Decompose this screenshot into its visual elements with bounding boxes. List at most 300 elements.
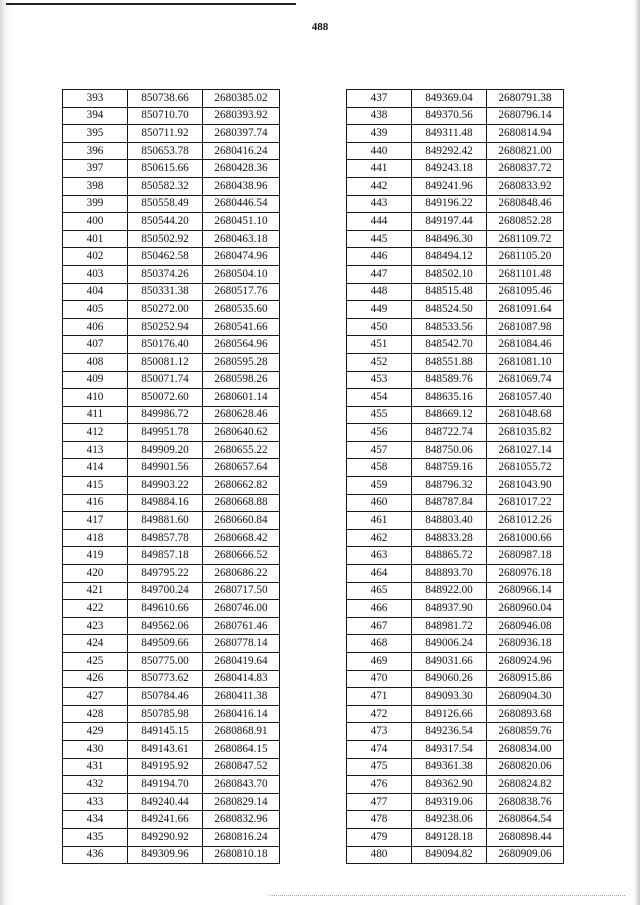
x-coordinate-cell: 850653.78	[128, 142, 203, 160]
x-coordinate-cell: 850462.58	[128, 248, 203, 266]
x-coordinate-cell: 849194.70	[128, 776, 203, 794]
y-coordinate-cell: 2681043.90	[487, 477, 564, 495]
point-number-cell: 422	[63, 600, 128, 618]
x-coordinate-cell: 848551.88	[412, 353, 487, 371]
point-number-cell: 430	[63, 740, 128, 758]
point-number-cell: 434	[63, 811, 128, 829]
table-row	[63, 776, 280, 794]
x-coordinate-cell: 849126.66	[412, 705, 487, 723]
table-row	[63, 723, 280, 741]
y-coordinate-cell: 2681035.82	[487, 424, 564, 442]
y-coordinate-cell: 2680535.60	[203, 301, 280, 319]
table-row	[63, 512, 280, 530]
point-number-cell: 416	[63, 494, 128, 512]
point-number-cell: 452	[347, 353, 412, 371]
y-coordinate-cell: 2680419.64	[203, 653, 280, 671]
point-number-cell: 459	[347, 477, 412, 495]
point-number-cell: 402	[63, 248, 128, 266]
point-number-cell: 435	[63, 828, 128, 846]
y-coordinate-cell: 2680821.00	[487, 142, 564, 160]
x-coordinate-cell: 850785.98	[128, 705, 203, 723]
y-coordinate-cell: 2680837.72	[487, 160, 564, 178]
point-number-cell: 429	[63, 723, 128, 741]
point-number-cell: 433	[63, 793, 128, 811]
x-coordinate-cell: 849241.96	[412, 177, 487, 195]
table-row	[63, 740, 280, 758]
table-row	[63, 336, 280, 354]
table-row	[347, 582, 564, 600]
x-coordinate-cell: 848759.16	[412, 459, 487, 477]
x-coordinate-cell: 849238.06	[412, 811, 487, 829]
point-number-cell: 449	[347, 301, 412, 319]
x-coordinate-cell: 850775.00	[128, 653, 203, 671]
x-coordinate-cell: 848494.12	[412, 248, 487, 266]
y-coordinate-cell: 2680438.96	[203, 177, 280, 195]
table-row	[347, 230, 564, 248]
x-coordinate-cell: 848922.00	[412, 582, 487, 600]
point-number-cell: 453	[347, 371, 412, 389]
y-coordinate-cell: 2681012.26	[487, 512, 564, 530]
y-coordinate-cell: 2681081.10	[487, 353, 564, 371]
x-coordinate-cell: 850773.62	[128, 670, 203, 688]
table-row	[63, 529, 280, 547]
point-number-cell: 475	[347, 758, 412, 776]
x-coordinate-cell: 848796.32	[412, 477, 487, 495]
y-coordinate-cell: 2680960.04	[487, 600, 564, 618]
x-coordinate-cell: 850272.00	[128, 301, 203, 319]
table-row	[63, 142, 280, 160]
y-coordinate-cell: 2680564.96	[203, 336, 280, 354]
table-row	[347, 283, 564, 301]
table-row	[63, 318, 280, 336]
table-row	[63, 653, 280, 671]
y-coordinate-cell: 2680864.54	[487, 811, 564, 829]
table-row	[63, 107, 280, 125]
y-coordinate-cell: 2680761.46	[203, 617, 280, 635]
scan-left-edge	[0, 0, 14, 905]
x-coordinate-cell: 850711.92	[128, 125, 203, 143]
table-row	[63, 441, 280, 459]
y-coordinate-cell: 2680446.54	[203, 195, 280, 213]
x-coordinate-cell: 849243.18	[412, 160, 487, 178]
x-coordinate-cell: 849290.92	[128, 828, 203, 846]
x-coordinate-cell: 848669.12	[412, 406, 487, 424]
point-number-cell: 466	[347, 600, 412, 618]
y-coordinate-cell: 2680946.08	[487, 617, 564, 635]
point-number-cell: 468	[347, 635, 412, 653]
point-number-cell: 405	[63, 301, 128, 319]
x-coordinate-cell: 848635.16	[412, 389, 487, 407]
point-number-cell: 399	[63, 195, 128, 213]
x-coordinate-cell: 849319.06	[412, 793, 487, 811]
table-row	[63, 600, 280, 618]
y-coordinate-cell: 2681105.20	[487, 248, 564, 266]
point-number-cell: 457	[347, 441, 412, 459]
point-number-cell: 450	[347, 318, 412, 336]
table-row	[347, 793, 564, 811]
y-coordinate-cell: 2680628.46	[203, 406, 280, 424]
table-row	[347, 441, 564, 459]
y-coordinate-cell: 2680474.96	[203, 248, 280, 266]
table-row	[63, 670, 280, 688]
x-coordinate-cell: 850176.40	[128, 336, 203, 354]
y-coordinate-cell: 2680640.62	[203, 424, 280, 442]
y-coordinate-cell: 2680814.94	[487, 125, 564, 143]
table-row	[63, 353, 280, 371]
table-row	[63, 758, 280, 776]
table-row	[63, 828, 280, 846]
table-row	[347, 529, 564, 547]
point-number-cell: 447	[347, 265, 412, 283]
table-row	[347, 265, 564, 283]
y-coordinate-cell: 2680662.82	[203, 477, 280, 495]
y-coordinate-cell: 2680847.52	[203, 758, 280, 776]
table-row	[63, 90, 280, 108]
point-number-cell: 428	[63, 705, 128, 723]
x-coordinate-cell: 849909.20	[128, 441, 203, 459]
x-coordinate-cell: 849610.66	[128, 600, 203, 618]
y-coordinate-cell: 2680463.18	[203, 230, 280, 248]
y-coordinate-cell: 2680848.46	[487, 195, 564, 213]
y-coordinate-cell: 2680666.52	[203, 547, 280, 565]
point-number-cell: 461	[347, 512, 412, 530]
point-number-cell: 432	[63, 776, 128, 794]
point-number-cell: 442	[347, 177, 412, 195]
y-coordinate-cell: 2680598.26	[203, 371, 280, 389]
table-row	[347, 635, 564, 653]
x-coordinate-cell: 850544.20	[128, 213, 203, 231]
x-coordinate-cell: 849311.48	[412, 125, 487, 143]
y-coordinate-cell: 2680924.96	[487, 653, 564, 671]
table-row	[347, 723, 564, 741]
y-coordinate-cell: 2680778.14	[203, 635, 280, 653]
table-row	[63, 195, 280, 213]
x-coordinate-cell: 848722.74	[412, 424, 487, 442]
y-coordinate-cell: 2681109.72	[487, 230, 564, 248]
x-coordinate-cell: 849509.66	[128, 635, 203, 653]
table-row	[63, 230, 280, 248]
scan-right-edge	[634, 0, 640, 905]
table-row	[63, 177, 280, 195]
x-coordinate-cell: 848542.70	[412, 336, 487, 354]
x-coordinate-cell: 849857.18	[128, 547, 203, 565]
coordinates-table-right-body	[347, 90, 564, 864]
y-coordinate-cell: 2680504.10	[203, 265, 280, 283]
table-row	[63, 459, 280, 477]
point-number-cell: 439	[347, 125, 412, 143]
y-coordinate-cell: 2680816.24	[203, 828, 280, 846]
x-coordinate-cell: 849195.92	[128, 758, 203, 776]
x-coordinate-cell: 849881.60	[128, 512, 203, 530]
table-row	[347, 846, 564, 864]
y-coordinate-cell: 2680428.36	[203, 160, 280, 178]
point-number-cell: 407	[63, 336, 128, 354]
y-coordinate-cell: 2680909.06	[487, 846, 564, 864]
point-number-cell: 406	[63, 318, 128, 336]
table-row	[347, 195, 564, 213]
y-coordinate-cell: 2681069.74	[487, 371, 564, 389]
point-number-cell: 441	[347, 160, 412, 178]
table-row	[63, 846, 280, 864]
point-number-cell: 477	[347, 793, 412, 811]
y-coordinate-cell: 2680843.70	[203, 776, 280, 794]
point-number-cell: 423	[63, 617, 128, 635]
table-row	[347, 653, 564, 671]
point-number-cell: 471	[347, 688, 412, 706]
table-row	[347, 740, 564, 758]
y-coordinate-cell: 2681048.68	[487, 406, 564, 424]
point-number-cell: 424	[63, 635, 128, 653]
point-number-cell: 460	[347, 494, 412, 512]
point-number-cell: 462	[347, 529, 412, 547]
y-coordinate-cell: 2680451.10	[203, 213, 280, 231]
point-number-cell: 465	[347, 582, 412, 600]
coordinates-table-left-body	[63, 90, 280, 864]
table-row	[63, 160, 280, 178]
scan-bottom-noise	[270, 895, 625, 897]
x-coordinate-cell: 848981.72	[412, 617, 487, 635]
y-coordinate-cell: 2680717.50	[203, 582, 280, 600]
x-coordinate-cell: 849884.16	[128, 494, 203, 512]
point-number-cell: 394	[63, 107, 128, 125]
x-coordinate-cell: 849236.54	[412, 723, 487, 741]
table-row	[63, 477, 280, 495]
x-coordinate-cell: 850081.12	[128, 353, 203, 371]
point-number-cell: 445	[347, 230, 412, 248]
table-row	[347, 828, 564, 846]
x-coordinate-cell: 849903.22	[128, 477, 203, 495]
y-coordinate-cell: 2681017.22	[487, 494, 564, 512]
x-coordinate-cell: 848893.70	[412, 565, 487, 583]
x-coordinate-cell: 849901.56	[128, 459, 203, 477]
table-row	[63, 248, 280, 266]
y-coordinate-cell: 2680868.91	[203, 723, 280, 741]
x-coordinate-cell: 849006.24	[412, 635, 487, 653]
y-coordinate-cell: 2680791.38	[487, 90, 564, 108]
y-coordinate-cell: 2680657.64	[203, 459, 280, 477]
x-coordinate-cell: 850710.70	[128, 107, 203, 125]
table-row	[347, 512, 564, 530]
y-coordinate-cell: 2681091.64	[487, 301, 564, 319]
x-coordinate-cell: 850784.46	[128, 688, 203, 706]
x-coordinate-cell: 850582.32	[128, 177, 203, 195]
point-number-cell: 472	[347, 705, 412, 723]
point-number-cell: 418	[63, 529, 128, 547]
table-row	[347, 811, 564, 829]
x-coordinate-cell: 849370.56	[412, 107, 487, 125]
point-number-cell: 426	[63, 670, 128, 688]
point-number-cell: 467	[347, 617, 412, 635]
point-number-cell: 398	[63, 177, 128, 195]
y-coordinate-cell: 2680838.76	[487, 793, 564, 811]
x-coordinate-cell: 848865.72	[412, 547, 487, 565]
point-number-cell: 458	[347, 459, 412, 477]
y-coordinate-cell: 2680859.76	[487, 723, 564, 741]
x-coordinate-cell: 848515.48	[412, 283, 487, 301]
x-coordinate-cell: 849361.38	[412, 758, 487, 776]
point-number-cell: 431	[63, 758, 128, 776]
y-coordinate-cell: 2680668.42	[203, 529, 280, 547]
y-coordinate-cell: 2680414.83	[203, 670, 280, 688]
x-coordinate-cell: 850252.94	[128, 318, 203, 336]
y-coordinate-cell: 2680976.18	[487, 565, 564, 583]
table-row	[347, 177, 564, 195]
y-coordinate-cell: 2680936.18	[487, 635, 564, 653]
point-number-cell: 427	[63, 688, 128, 706]
y-coordinate-cell: 2680833.92	[487, 177, 564, 195]
table-row	[347, 705, 564, 723]
table-row	[347, 547, 564, 565]
y-coordinate-cell: 2680686.22	[203, 565, 280, 583]
table-row	[63, 371, 280, 389]
y-coordinate-cell: 2681057.40	[487, 389, 564, 407]
table-row	[347, 424, 564, 442]
y-coordinate-cell: 2680915.86	[487, 670, 564, 688]
table-row	[347, 125, 564, 143]
x-coordinate-cell: 849197.44	[412, 213, 487, 231]
x-coordinate-cell: 849094.82	[412, 846, 487, 864]
y-coordinate-cell: 2680601.14	[203, 389, 280, 407]
y-coordinate-cell: 2680829.14	[203, 793, 280, 811]
x-coordinate-cell: 848502.10	[412, 265, 487, 283]
y-coordinate-cell: 2680824.82	[487, 776, 564, 794]
y-coordinate-cell: 2680966.14	[487, 582, 564, 600]
x-coordinate-cell: 850331.38	[128, 283, 203, 301]
y-coordinate-cell: 2681000.66	[487, 529, 564, 547]
y-coordinate-cell: 2681027.14	[487, 441, 564, 459]
table-row	[347, 336, 564, 354]
x-coordinate-cell: 849031.66	[412, 653, 487, 671]
x-coordinate-cell: 849060.26	[412, 670, 487, 688]
point-number-cell: 470	[347, 670, 412, 688]
y-coordinate-cell: 2680852.28	[487, 213, 564, 231]
x-coordinate-cell: 850615.66	[128, 160, 203, 178]
y-coordinate-cell: 2680541.66	[203, 318, 280, 336]
x-coordinate-cell: 849795.22	[128, 565, 203, 583]
y-coordinate-cell: 2680864.15	[203, 740, 280, 758]
y-coordinate-cell: 2680898.44	[487, 828, 564, 846]
y-coordinate-cell: 2680668.88	[203, 494, 280, 512]
point-number-cell: 474	[347, 740, 412, 758]
point-number-cell: 448	[347, 283, 412, 301]
point-number-cell: 464	[347, 565, 412, 583]
point-number-cell: 480	[347, 846, 412, 864]
table-row	[347, 688, 564, 706]
point-number-cell: 421	[63, 582, 128, 600]
table-row	[347, 353, 564, 371]
table-row	[347, 670, 564, 688]
y-coordinate-cell: 2680660.84	[203, 512, 280, 530]
table-row	[347, 142, 564, 160]
x-coordinate-cell: 850072.60	[128, 389, 203, 407]
y-coordinate-cell: 2680385.02	[203, 90, 280, 108]
coordinates-table-right	[346, 89, 564, 864]
y-coordinate-cell: 2680904.30	[487, 688, 564, 706]
table-row	[347, 617, 564, 635]
x-coordinate-cell: 848803.40	[412, 512, 487, 530]
table-row	[63, 617, 280, 635]
point-number-cell: 455	[347, 406, 412, 424]
y-coordinate-cell: 2681095.46	[487, 283, 564, 301]
point-number-cell: 412	[63, 424, 128, 442]
point-number-cell: 414	[63, 459, 128, 477]
x-coordinate-cell: 850374.26	[128, 265, 203, 283]
table-row	[63, 793, 280, 811]
table-row	[63, 265, 280, 283]
table-row	[63, 283, 280, 301]
point-number-cell: 419	[63, 547, 128, 565]
point-number-cell: 438	[347, 107, 412, 125]
x-coordinate-cell: 849369.04	[412, 90, 487, 108]
table-row	[63, 494, 280, 512]
table-row	[347, 371, 564, 389]
y-coordinate-cell: 2680796.14	[487, 107, 564, 125]
y-coordinate-cell: 2680416.14	[203, 705, 280, 723]
point-number-cell: 478	[347, 811, 412, 829]
table-row	[347, 389, 564, 407]
y-coordinate-cell: 2681101.48	[487, 265, 564, 283]
x-coordinate-cell: 849362.90	[412, 776, 487, 794]
point-number-cell: 456	[347, 424, 412, 442]
table-row	[347, 213, 564, 231]
y-coordinate-cell: 2681087.98	[487, 318, 564, 336]
x-coordinate-cell: 848589.76	[412, 371, 487, 389]
point-number-cell: 476	[347, 776, 412, 794]
x-coordinate-cell: 848750.06	[412, 441, 487, 459]
x-coordinate-cell: 849700.24	[128, 582, 203, 600]
y-coordinate-cell: 2680517.76	[203, 283, 280, 301]
y-coordinate-cell: 2680746.00	[203, 600, 280, 618]
x-coordinate-cell: 849143.61	[128, 740, 203, 758]
table-row	[63, 389, 280, 407]
point-number-cell: 415	[63, 477, 128, 495]
table-row	[347, 406, 564, 424]
x-coordinate-cell: 849093.30	[412, 688, 487, 706]
x-coordinate-cell: 849240.44	[128, 793, 203, 811]
x-coordinate-cell: 848833.28	[412, 529, 487, 547]
point-number-cell: 393	[63, 90, 128, 108]
point-number-cell: 417	[63, 512, 128, 530]
point-number-cell: 408	[63, 353, 128, 371]
table-row	[63, 635, 280, 653]
y-coordinate-cell: 2680411.38	[203, 688, 280, 706]
point-number-cell: 411	[63, 406, 128, 424]
y-coordinate-cell: 2680416.24	[203, 142, 280, 160]
x-coordinate-cell: 849951.78	[128, 424, 203, 442]
table-row	[63, 565, 280, 583]
x-coordinate-cell: 849986.72	[128, 406, 203, 424]
x-coordinate-cell: 849292.42	[412, 142, 487, 160]
table-row	[63, 213, 280, 231]
x-coordinate-cell: 848937.90	[412, 600, 487, 618]
table-row	[63, 688, 280, 706]
table-row	[63, 406, 280, 424]
x-coordinate-cell: 848524.50	[412, 301, 487, 319]
point-number-cell: 437	[347, 90, 412, 108]
point-number-cell: 443	[347, 195, 412, 213]
y-coordinate-cell: 2680832.96	[203, 811, 280, 829]
y-coordinate-cell: 2680834.00	[487, 740, 564, 758]
y-coordinate-cell: 2680397.74	[203, 125, 280, 143]
table-row	[347, 90, 564, 108]
x-coordinate-cell: 849128.18	[412, 828, 487, 846]
x-coordinate-cell: 848533.56	[412, 318, 487, 336]
point-number-cell: 404	[63, 283, 128, 301]
table-row	[63, 811, 280, 829]
point-number-cell: 446	[347, 248, 412, 266]
x-coordinate-cell: 849317.54	[412, 740, 487, 758]
table-row	[63, 582, 280, 600]
